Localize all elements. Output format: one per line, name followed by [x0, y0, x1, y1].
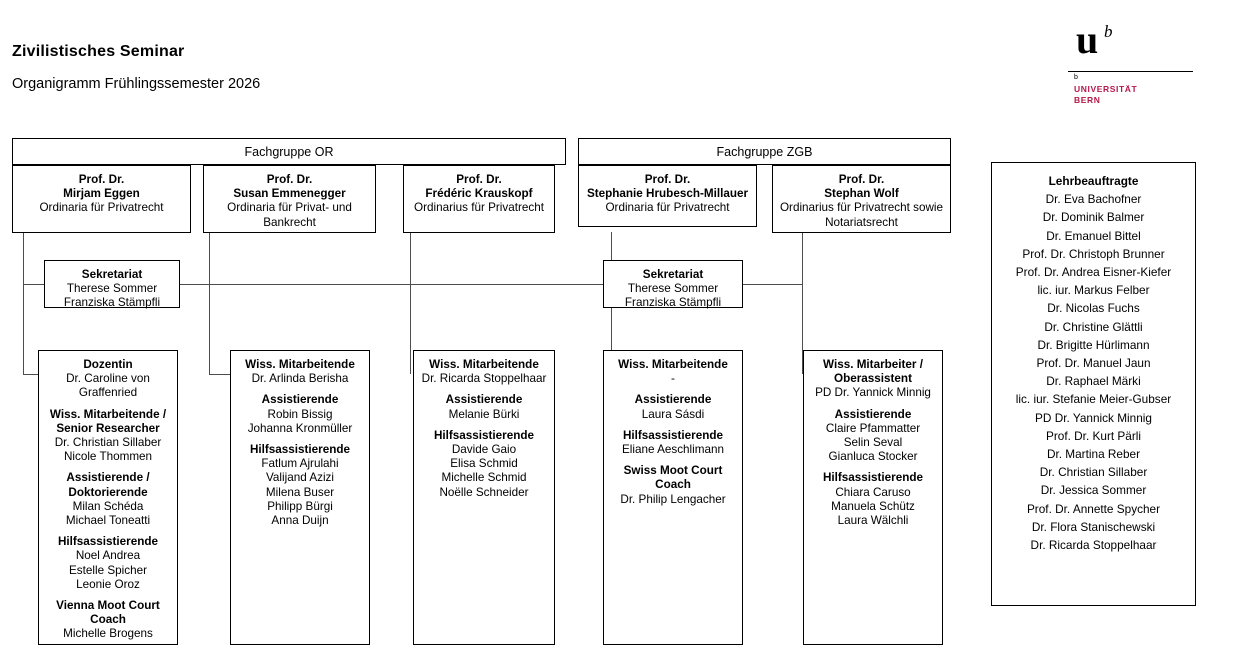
secretariat-person: Therese Sommer	[66, 282, 158, 296]
secretariat-title: Sekretariat	[642, 268, 704, 281]
spacer	[804, 464, 942, 471]
staff-person: Davide Gaio	[451, 443, 517, 457]
professor-chair: Ordinaria für Privat- und	[227, 201, 352, 215]
logo-wordmark-line2: BERN	[1074, 95, 1101, 105]
professor-name: Stephan Wolf	[824, 187, 899, 201]
lecturer-name: Dr. Ricarda Stoppelhaar	[1030, 538, 1157, 553]
staff-person: Johanna Kronmüller	[247, 421, 353, 435]
logo-wordmark-line1: UNIVERSITÄT	[1074, 84, 1138, 94]
staff-person: Selin Seval	[843, 436, 903, 450]
lecturer-name: Dr. Christine Glättli	[1044, 319, 1143, 334]
professor-card-wolf	[772, 165, 951, 233]
professor-card-hrubesch	[578, 165, 757, 227]
lecturer-name: Dr. Emanuel Bittel	[1046, 228, 1141, 243]
staff-section-title: Wiss. Mitarbeitende /	[49, 407, 167, 421]
professor-name: Stephanie Hrubesch-Millauer	[586, 187, 749, 201]
connector-secretariat-bar-or	[180, 284, 610, 285]
spacer	[39, 401, 177, 408]
staff-section-title: Vienna Moot Court	[56, 599, 160, 613]
staff-section-title: Wiss. Mitarbeitende	[429, 358, 539, 371]
lecturer-name: Prof. Dr. Christoph Brunner	[1022, 246, 1165, 261]
spacer	[604, 457, 742, 464]
lecturer-name: Prof. Dr. Kurt Pärli	[1045, 428, 1142, 443]
professor-chair: Ordinaria für Privatrecht	[605, 201, 730, 215]
professor-chair: Ordinarius für Privatrecht	[414, 201, 544, 215]
professor-card-eggen	[12, 165, 191, 233]
professor-name: Susan Emmenegger	[233, 187, 346, 201]
staff-person: -	[671, 372, 675, 386]
staff-person: Elisa Schmid	[450, 457, 518, 471]
staff-card-emmenegger	[230, 350, 370, 645]
staff-section-title-2: Doktorierende	[68, 485, 148, 499]
secretariat-person: Franziska Stämpfli	[63, 296, 161, 310]
staff-section-title: Hilfsassistierende	[433, 428, 535, 442]
staff-section-title: Wiss. Mitarbeitende	[618, 358, 728, 371]
staff-person: Anna Duijn	[271, 514, 329, 528]
lehrbeauftragte-card	[991, 162, 1196, 606]
staff-section-title: Assistierende	[261, 393, 339, 407]
staff-section-title-2: Coach	[655, 478, 691, 492]
connector-emmenegger-vertical	[209, 232, 210, 374]
spacer	[39, 528, 177, 535]
lecturer-name: Dr. Raphael Märki	[1046, 374, 1141, 389]
logo-tick: b	[1074, 74, 1078, 81]
page-title: Zivilistisches Seminar	[12, 43, 185, 60]
staff-person: Dr. Christian Sillaber	[54, 436, 162, 450]
staff-person: Dr. Arlinda Berisha	[251, 372, 349, 386]
staff-person: Robin Bissig	[267, 407, 333, 421]
staff-person: Nicole Thommen	[63, 450, 153, 464]
connector-krauskopf-vertical	[410, 232, 411, 374]
staff-section-title: Assistierende	[834, 407, 912, 421]
lecturer-name: Prof. Dr. Manuel Jaun	[1036, 356, 1151, 371]
professor-chair-2: Bankrecht	[263, 215, 316, 229]
connector-emmenegger-staff	[209, 374, 231, 375]
secretariat-person: Franziska Stämpfli	[624, 296, 722, 310]
secretariat-title: Sekretariat	[81, 268, 143, 281]
staff-person: Dr. Ricarda Stoppelhaar	[421, 372, 547, 386]
staff-section-title: Hilfsassistierende	[57, 535, 159, 549]
staff-person: Michelle Schmid	[441, 471, 527, 485]
staff-person: Eliane Aeschlimann	[621, 443, 724, 457]
staff-card-hrubesch	[603, 350, 743, 645]
professor-card-krauskopf	[403, 165, 555, 233]
spacer	[39, 464, 177, 471]
professor-rank: Prof. Dr.	[456, 173, 502, 186]
spacer	[604, 386, 742, 393]
staff-person: Milena Buser	[265, 485, 335, 499]
staff-person: Milan Schéda	[72, 499, 144, 513]
professor-card-emmenegger	[203, 165, 376, 233]
staff-person: Claire Pfammatter	[825, 421, 921, 435]
secretariat-card-or	[44, 260, 180, 308]
lecturer-name: Dr. Christian Sillaber	[1039, 465, 1148, 480]
professor-rank: Prof. Dr.	[266, 173, 313, 186]
lecturer-name: Dr. Dominik Balmer	[1042, 210, 1145, 225]
lecturer-name: Prof. Dr. Andrea Eisner-Kiefer	[1015, 265, 1172, 280]
staff-section-title: Wiss. Mitarbeiter /	[823, 358, 923, 371]
staff-person: Michael Toneatti	[65, 514, 151, 528]
staff-person: PD Dr. Yannick Minnig	[815, 386, 931, 400]
lecturer-name: Prof. Dr. Annette Spycher	[1026, 501, 1161, 516]
connector-eggen-vertical	[23, 232, 24, 374]
spacer	[231, 436, 369, 443]
spacer	[231, 386, 369, 393]
staff-person: Leonie Oroz	[76, 577, 140, 591]
logo-wordmark	[1074, 84, 1137, 106]
spacer	[604, 422, 742, 429]
staff-card-wolf	[803, 350, 943, 645]
staff-section-title: Hilfsassistierende	[822, 471, 924, 485]
staff-person: Dr. Caroline von	[66, 372, 150, 386]
professor-name: Mirjam Eggen	[63, 187, 140, 201]
staff-card-krauskopf	[413, 350, 555, 645]
staff-section-title: Assistierende	[634, 393, 712, 407]
professor-chair: Ordinarius für Privatrecht sowie	[779, 201, 944, 215]
connector-secretariat-bar-zgb	[743, 284, 803, 285]
staff-person: Graffenried	[78, 386, 138, 400]
professor-rank: Prof. Dr.	[644, 173, 691, 186]
staff-section-title: Assistierende	[445, 393, 523, 407]
spacer	[414, 386, 554, 393]
spacer	[414, 422, 554, 429]
secretariat-person: Therese Sommer	[627, 282, 719, 296]
staff-section-title: Hilfsassistierende	[622, 428, 724, 442]
staff-person: Gianluca Stocker	[828, 450, 918, 464]
secretariat-card-zgb	[603, 260, 743, 308]
professor-chair-2: Notariatsrecht	[825, 215, 898, 229]
staff-section-title-2: Oberassistent	[834, 372, 912, 386]
staff-person: Estelle Spicher	[69, 563, 147, 577]
staff-person: Chiara Caruso	[835, 485, 911, 499]
page-subtitle: Organigramm Frühlingssemester 2026	[12, 76, 261, 92]
staff-card-eggen	[38, 350, 178, 645]
connector-eggen-secretariat	[23, 284, 45, 285]
staff-person: Philipp Bürgi	[267, 499, 333, 513]
lecturer-name: lic. iur. Markus Felber	[1037, 283, 1150, 298]
staff-person: Laura Wälchli	[837, 514, 909, 528]
staff-section-title: Swiss Moot Court	[623, 464, 723, 478]
logo-letter-b: b	[1104, 22, 1113, 41]
university-logo	[1068, 18, 1193, 108]
group-header-or: Fachgruppe OR	[12, 138, 566, 165]
lecturer-name: Dr. Eva Bachofner	[1045, 192, 1142, 207]
staff-person: Laura Sásdi	[641, 407, 705, 421]
professor-name: Frédéric Krauskopf	[425, 187, 533, 201]
logo-divider	[1068, 71, 1193, 72]
professor-rank: Prof. Dr.	[78, 173, 125, 186]
staff-section-title: Hilfsassistierende	[249, 443, 351, 457]
logo-letter-u: u	[1076, 17, 1099, 62]
lecturer-name: PD Dr. Yannick Minnig	[1035, 410, 1152, 425]
staff-person: Dr. Philip Lengacher	[620, 492, 726, 506]
staff-section-title: Wiss. Mitarbeitende	[245, 358, 355, 371]
lecturer-name: Dr. Flora Stanischewski	[1031, 519, 1156, 534]
staff-person: Valijand Azizi	[266, 471, 334, 485]
group-header-zgb: Fachgruppe ZGB	[578, 138, 951, 165]
lecturer-name: Dr. Nicolas Fuchs	[1047, 301, 1140, 316]
staff-person: Noel Andrea	[75, 549, 141, 563]
professor-rank: Prof. Dr.	[838, 173, 885, 186]
lecturer-name: Dr. Brigitte Hürlimann	[1037, 337, 1150, 352]
staff-person: Melanie Bürki	[448, 407, 520, 421]
staff-section-title-2: Coach	[90, 613, 126, 627]
lehrbeauftragte-title: Lehrbeauftragte	[1048, 174, 1139, 188]
staff-section-title: Assistierende /	[66, 471, 150, 485]
staff-person: Fatlum Ajrulahi	[261, 457, 339, 471]
staff-person: Noëlle Schneider	[439, 485, 529, 499]
spacer	[39, 592, 177, 599]
lecturer-name: Dr. Jessica Sommer	[1040, 483, 1147, 498]
staff-section-title-2: Senior Researcher	[56, 421, 160, 435]
professor-chair: Ordinaria für Privatrecht	[39, 201, 164, 215]
staff-person: Manuela Schütz	[831, 499, 915, 513]
lecturer-name: Dr. Martina Reber	[1046, 447, 1141, 462]
lecturer-name: lic. iur. Stefanie Meier-Gubser	[1015, 392, 1172, 407]
spacer	[804, 401, 942, 408]
staff-person: Michelle Brogens	[63, 627, 153, 641]
staff-section-title: Dozentin	[83, 358, 133, 371]
